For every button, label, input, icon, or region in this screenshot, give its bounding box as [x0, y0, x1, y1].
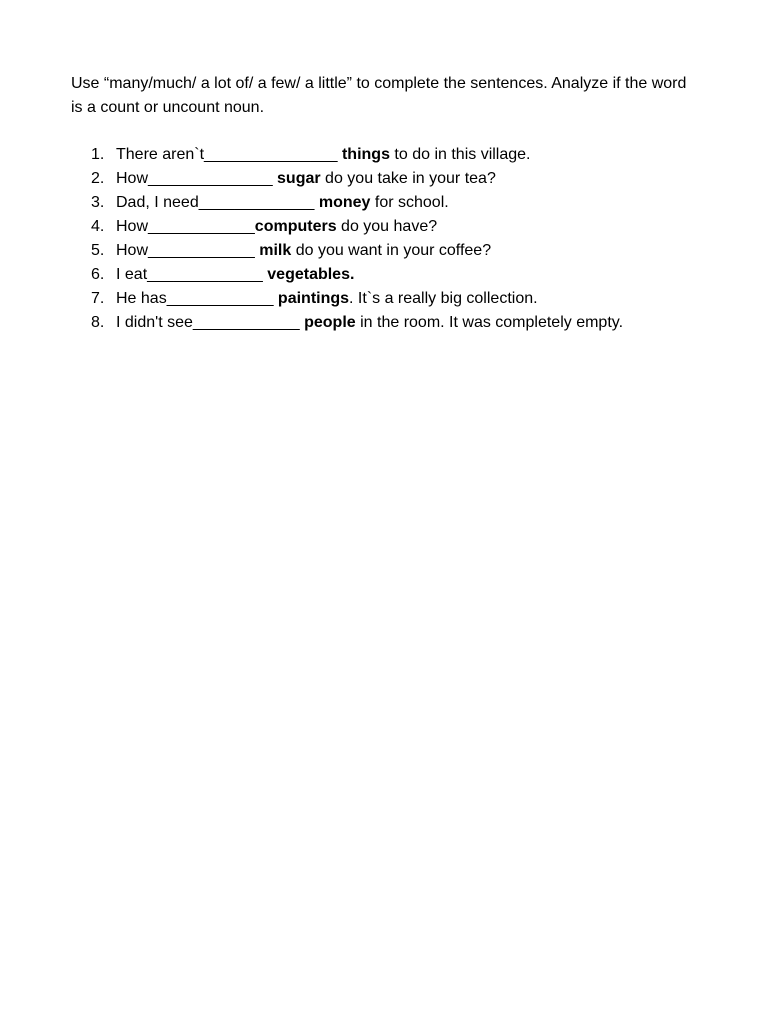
- sentence-after-noun: for school.: [370, 194, 449, 211]
- sentence-before-blank: There aren`t_______________: [116, 146, 342, 163]
- exercise-item-6: [71, 263, 711, 287]
- sentence-text: [116, 167, 496, 191]
- target-noun: things: [341, 146, 390, 163]
- sentence-before-blank: I eat_____________: [116, 266, 268, 283]
- target-noun: people: [304, 314, 356, 331]
- sentence-after-noun: do you take in your tea?: [320, 170, 496, 187]
- sentence-before-blank: How______________: [116, 170, 278, 187]
- exercise-item-2: [71, 167, 711, 191]
- sentence-before-blank: He has____________: [116, 290, 278, 307]
- sentence-after-noun: to do in this village.: [389, 146, 531, 163]
- exercise-item-3: [71, 191, 711, 215]
- target-noun: paintings: [277, 290, 350, 307]
- target-noun: money: [318, 194, 371, 211]
- sentence-before-blank: I didn't see____________: [116, 314, 305, 331]
- item-number: 3.: [91, 194, 105, 211]
- target-noun: sugar: [277, 170, 321, 187]
- item-number: 4.: [91, 218, 105, 235]
- sentence-text: [116, 143, 531, 167]
- target-noun: milk: [259, 242, 292, 259]
- sentence-before-blank: How____________: [116, 242, 260, 259]
- item-number: 1.: [91, 146, 105, 163]
- target-noun: vegetables.: [267, 266, 355, 283]
- item-number: 6.: [91, 266, 105, 283]
- sentence-before-blank: Dad, I need_____________: [116, 194, 319, 211]
- sentence-text: [116, 311, 623, 335]
- sentence-after-noun: do you want in your coffee?: [291, 242, 492, 259]
- sentence-text: [116, 191, 449, 215]
- sentence-text: [116, 239, 491, 263]
- exercise-item-4: [71, 215, 711, 239]
- sentence-after-noun: . It`s a really big collection.: [349, 290, 538, 307]
- item-number: 8.: [91, 314, 105, 331]
- exercise-item-5: [71, 239, 711, 263]
- item-number: 2.: [91, 170, 105, 187]
- sentence-text: [116, 263, 354, 287]
- exercise-item-7: [71, 287, 711, 311]
- target-noun: computers: [254, 218, 337, 235]
- sentence-after-noun: do you have?: [336, 218, 438, 235]
- item-number: 5.: [91, 242, 105, 259]
- sentence-after-noun: in the room. It was completely empty.: [355, 314, 624, 331]
- exercise-list: [71, 143, 711, 335]
- sentence-text: [116, 215, 437, 239]
- exercise-item-8: [71, 311, 711, 335]
- sentence-text: [116, 287, 538, 311]
- sentence-before-blank: How____________: [116, 218, 255, 235]
- instructions-text: Use “many/much/ a lot of/ a few/ a little” to complete the sentences. Analyze if the word is a count or uncount noun.: [71, 75, 687, 116]
- exercise-item-1: [71, 143, 711, 167]
- item-number: 7.: [91, 290, 105, 307]
